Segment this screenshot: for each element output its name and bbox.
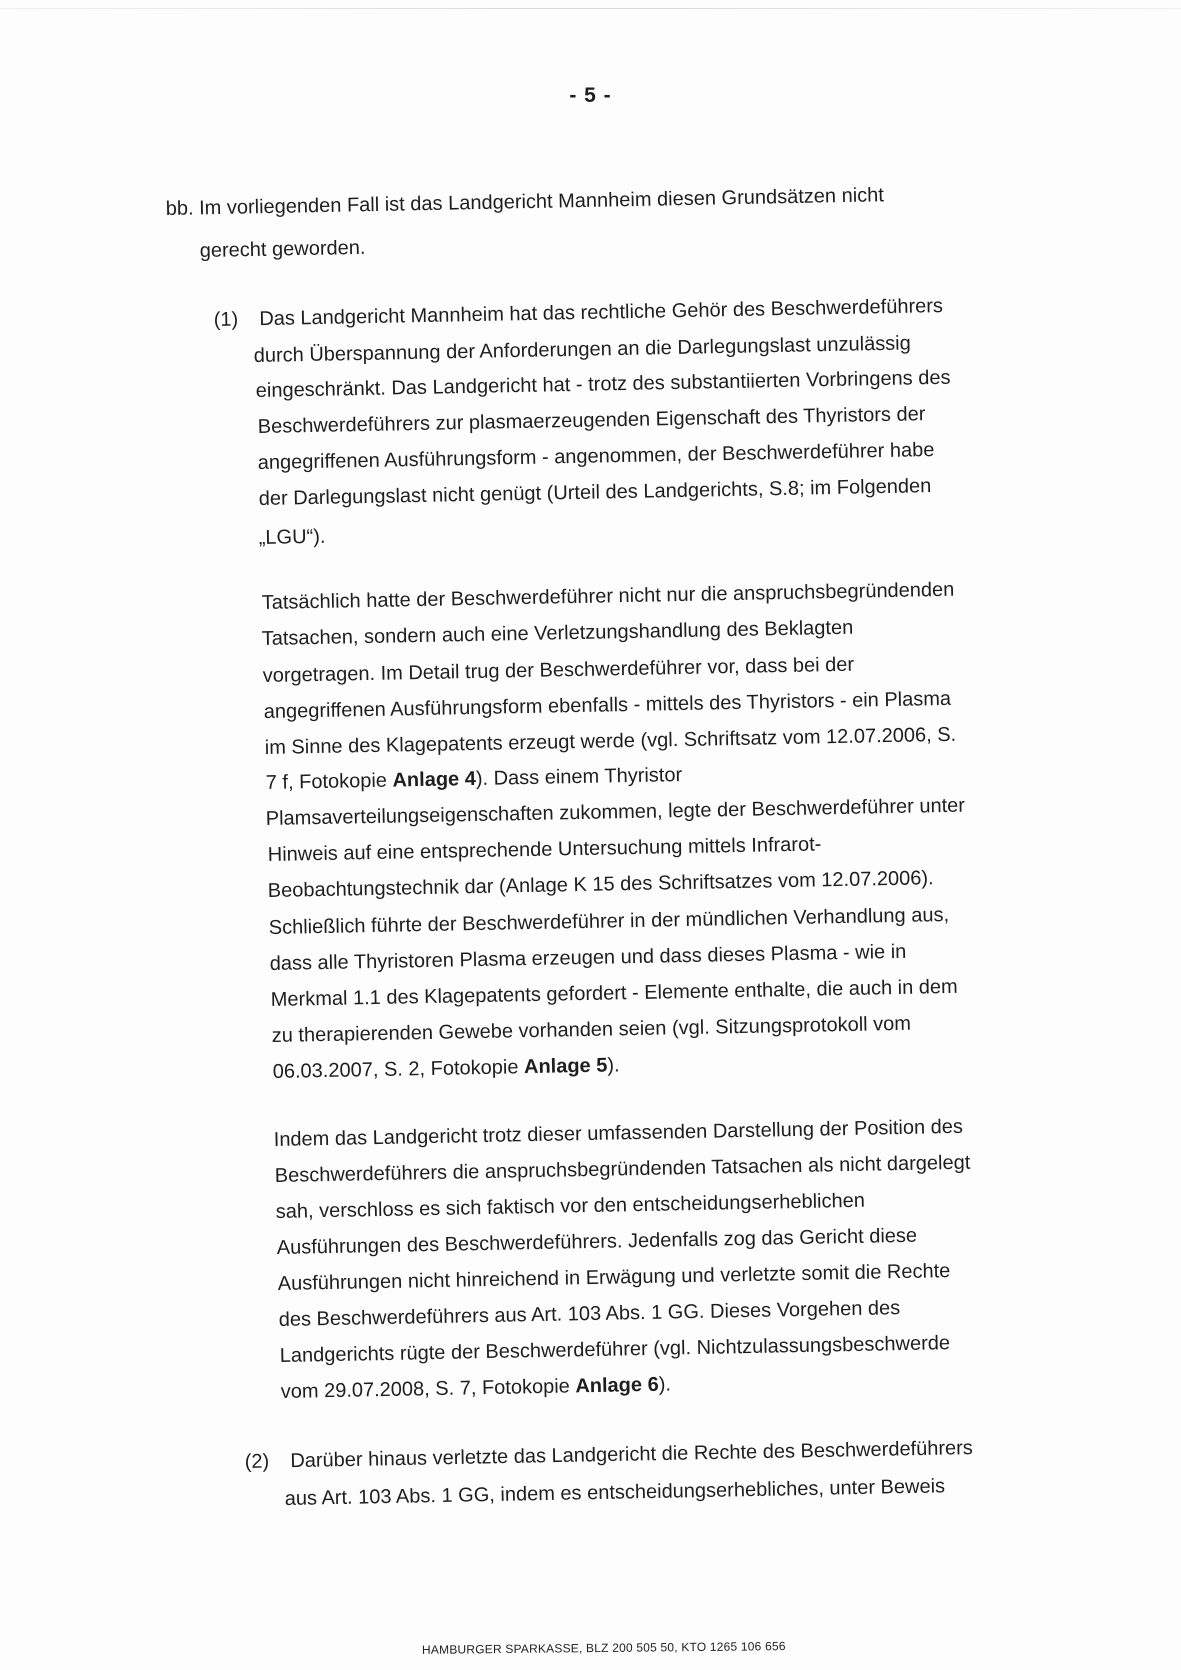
para-3-last-post: ).	[658, 1373, 672, 1396]
para-2-line-3: vorgetragen. Im Detail trug der Beschwerdeführer vor, dass bei der	[262, 653, 855, 688]
para-3-last-pre: vom 29.07.2008, S. 7, Fotokopie	[280, 1375, 576, 1404]
heading-bb-marker: bb.	[165, 197, 194, 221]
item-2-marker: (2)	[244, 1450, 270, 1474]
para-2-line-2: Tatsachen, sondern auch eine Verletzungshandlung des Beklagten	[261, 616, 854, 651]
para-2-line-6-pre: 7 f, Fotokopie	[265, 769, 393, 795]
para-3-line-7: Landgerichts rügte der Beschwerdeführer (vgl. Nichtzulassungsbeschwerde	[279, 1332, 951, 1368]
para-2-line-10: Schließlich führte der Beschwerdeführer in der mündlichen Verhandlung aus,	[268, 903, 950, 940]
item-1-marker: (1)	[213, 308, 239, 332]
para-2-line-4: angegriffenen Ausführungsform ebenfalls - mittels des Thyristors - ein Plasma	[263, 687, 952, 724]
para-3-line-3: sah, verschloss es sich faktisch vor den entscheidungserheblichen	[275, 1189, 866, 1224]
item-2-text: Darüber hinaus verletzte das Landgericht die Rechte des Beschwerdeführers	[290, 1437, 974, 1473]
para-2-line-6-post: ). Dass einem Thyristor	[475, 764, 683, 790]
item-1-line-4: Beschwerdeführers zur plasmaerzeugenden Eigenschaft des Thyristors der	[257, 403, 926, 439]
para-2-line-12: Merkmal 1.1 des Klagepatents gefordert - Elemente enthalte, die auch in dem	[270, 975, 958, 1012]
para-3-line-2: Beschwerdeführers die anspruchsbegründenden Tatsachen als nicht dargelegt	[274, 1151, 971, 1188]
para-2-line-8: Hinweis auf eine entsprechende Untersuchung mittels Infrarot-	[267, 833, 822, 867]
para-3-line-1: Indem das Landgericht trotz dieser umfassenden Darstellung der Position des	[273, 1115, 964, 1152]
annex-4-ref: Anlage 4	[392, 767, 477, 792]
scan-edge	[0, 8, 1181, 9]
item-1-line-2: durch Überspannung der Anforderungen an die Darlegungslast unzulässig	[253, 332, 911, 368]
item-1-line-3: eingeschränkt. Das Landgericht hat - trotz des substantiierten Vorbringens des	[255, 366, 951, 403]
para-2-line-7: Plamsaverteilungseigenschaften zukommen, legte der Beschwerdeführer unter	[265, 794, 966, 831]
para-2-line-14	[273, 1054, 620, 1084]
item-1-line-5: angegriffenen Ausführungsform - angenommen, der Beschwerdeführer habe	[257, 439, 935, 475]
para-2-line-9: Beobachtungstechnik dar (Anlage K 15 des Schriftsatzes vom 12.07.2006).	[267, 867, 934, 903]
para-2-line-13: zu therapierenden Gewebe vorhanden seien (vgl. Sitzungsprotokoll vom	[271, 1012, 912, 1048]
para-2-line-1: Tatsächlich hatte der Beschwerdeführer nicht nur die anspruchsbegründenden	[261, 578, 955, 615]
item-1-line-7: „LGU“).	[258, 525, 326, 550]
page-number: - 5 -	[569, 84, 612, 107]
heading-bb-line-1	[166, 184, 885, 221]
para-3-line-8	[281, 1374, 672, 1404]
para-2-last-pre: 06.03.2007, S. 2, Fotokopie	[272, 1056, 525, 1084]
annex-5-ref: Anlage 5	[523, 1054, 608, 1079]
bank-details-footer: HAMBURGER SPARKASSE, BLZ 200 505 50, KTO 1265 106 656	[421, 1639, 786, 1657]
para-3-line-6: des Beschwerdeführers aus Art. 103 Abs. 1 GG. Dieses Vorgehen des	[278, 1297, 901, 1332]
para-3-line-5: Ausführungen nicht hinreichend in Erwägung und verletzte somit die Rechte	[277, 1260, 951, 1296]
para-3-line-4: Ausführungen des Beschwerdeführers. Jedenfalls zog das Gericht diese	[276, 1224, 918, 1260]
item-1-line-6: der Darlegungslast nicht genügt (Urteil des Landgerichts, S.8; im Folgenden	[258, 475, 932, 511]
heading-bb-text: Im vorliegenden Fall ist das Landgericht Mannheim diesen Grundsätzen nicht	[198, 184, 885, 220]
item-1-line-1	[214, 295, 944, 332]
para-2-line-5: im Sinne des Klagepatents erzeugt werde (vgl. Schriftsatz vom 12.07.2006, S.	[264, 723, 957, 760]
item-2-line-1	[245, 1437, 973, 1474]
item-2-line-2: aus Art. 103 Abs. 1 GG, indem es entscheidungserhebliches, unter Beweis	[284, 1475, 946, 1511]
para-2-last-post: ).	[607, 1054, 620, 1077]
item-1-text: Das Landgericht Mannheim hat das rechtliche Gehör des Beschwerdeführers	[259, 295, 944, 331]
heading-bb-line-2: gerecht geworden.	[199, 236, 366, 263]
annex-6-ref: Anlage 6	[575, 1373, 659, 1398]
para-2-line-6	[266, 764, 683, 795]
para-2-line-11: dass alle Thyristoren Plasma erzeugen und dass dieses Plasma - wie in	[269, 940, 907, 976]
